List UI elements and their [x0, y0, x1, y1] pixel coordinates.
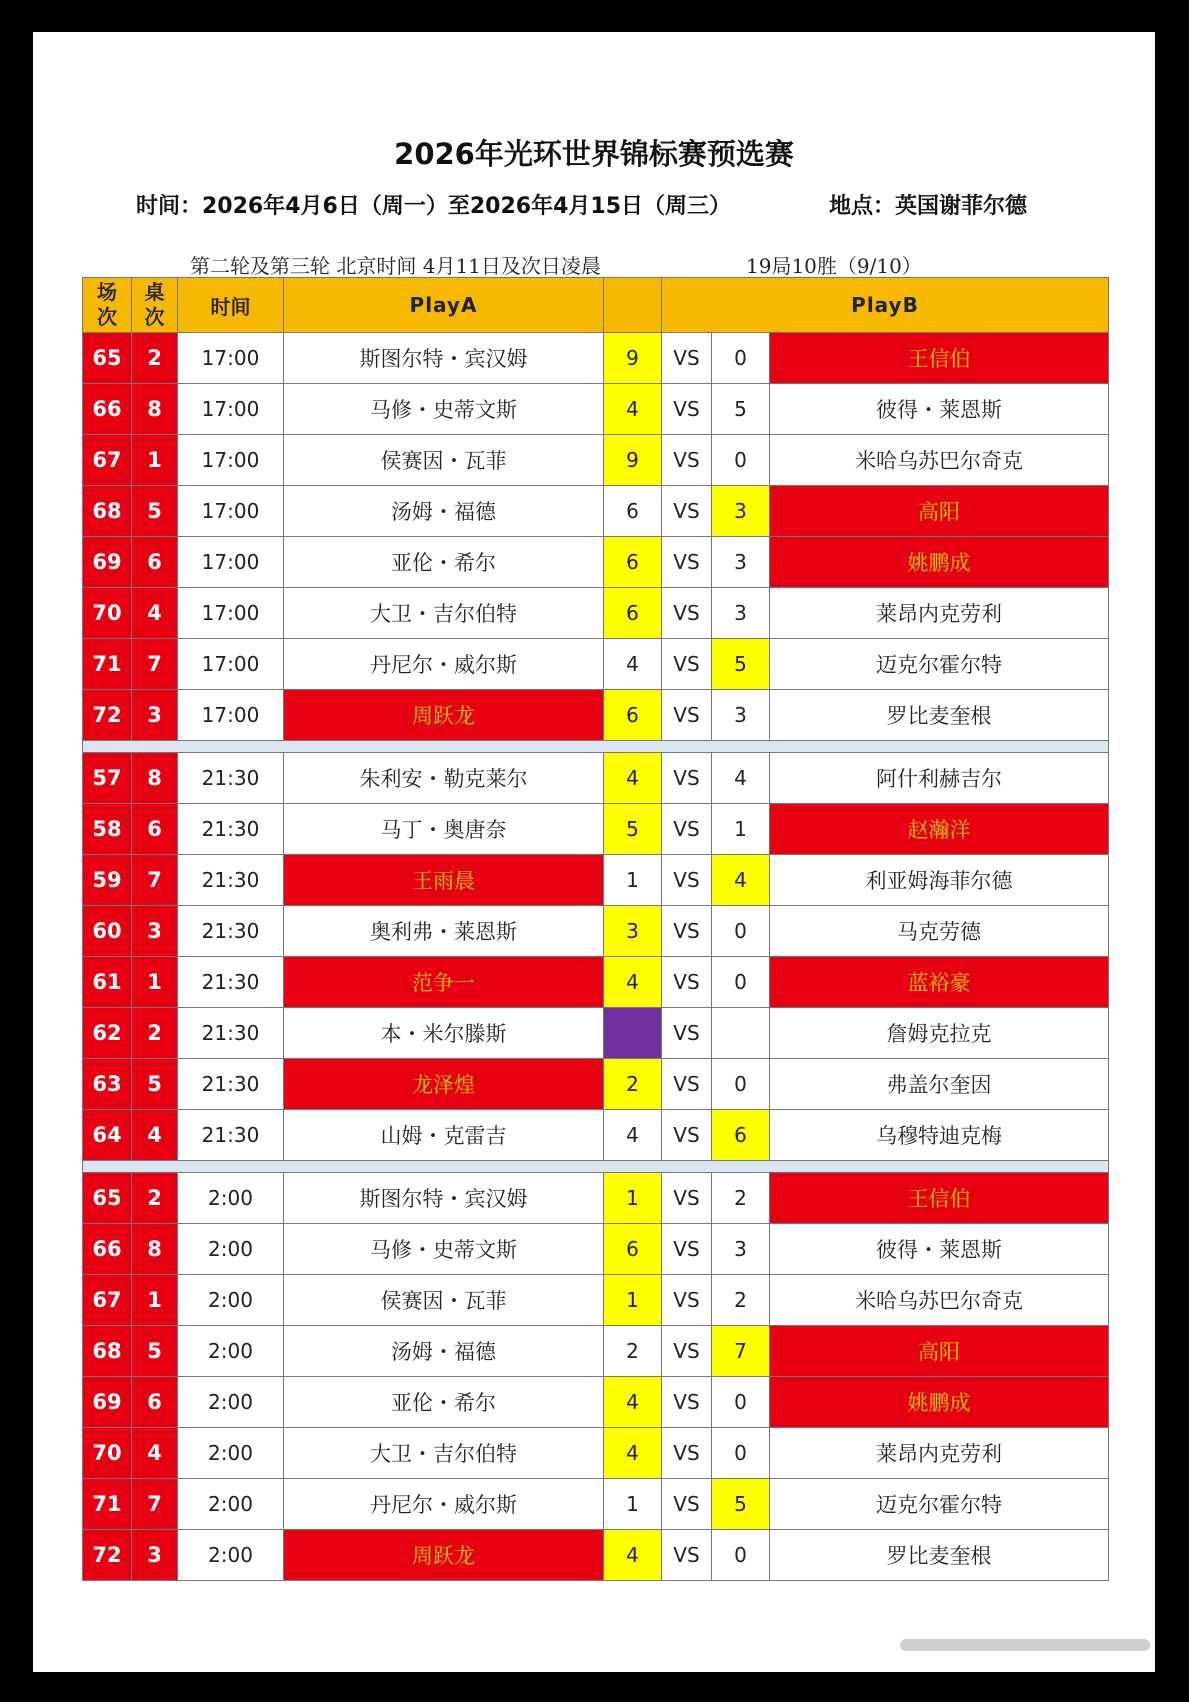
- table-row: 70 4 17:00 大卫・吉尔伯特 6 VS 3 莱昂内克劳利: [83, 588, 1109, 639]
- table-row: 66 8 2:00 马修・史蒂文斯 6 VS 3 彼得・莱恩斯: [83, 1224, 1109, 1275]
- table-row: 65 2 17:00 斯图尔特・宾汉姆 9 VS 0 王信伯: [83, 333, 1109, 384]
- table-row: 71 7 2:00 丹尼尔・威尔斯 1 VS 5 迈克尔霍尔特: [83, 1479, 1109, 1530]
- score-pending: [604, 1008, 662, 1059]
- table-row: 61 1 21:30 范争一 4 VS 0 蓝裕豪: [83, 957, 1109, 1008]
- table-row: 57 8 21:30 朱利安・勒克莱尔 4 VS 4 阿什利赫吉尔: [83, 753, 1109, 804]
- header-row: [83, 278, 1109, 333]
- schedule-table: [82, 277, 1109, 1581]
- schedule-sheet: [33, 32, 1155, 1672]
- table-row: 65 2 2:00 斯图尔特・宾汉姆 1 VS 2 王信伯: [83, 1173, 1109, 1224]
- table-row: 69 6 2:00 亚伦・希尔 4 VS 0 姚鹏成: [83, 1377, 1109, 1428]
- match-format: 19局10胜（9/10）: [746, 254, 922, 278]
- table-row: 67 1 2:00 侯赛因・瓦菲 1 VS 2 米哈乌苏巴尔奇克: [83, 1275, 1109, 1326]
- table-row: 60 3 21:30 奥利弗・莱恩斯 3 VS 0 马克劳德: [83, 906, 1109, 957]
- table-row: 58 6 21:30 马丁・奥唐奈 5 VS 1 赵瀚洋: [83, 804, 1109, 855]
- table-row: 72 3 2:00 周跃龙 4 VS 0 罗比麦奎根: [83, 1530, 1109, 1581]
- header-table-no: 桌 次: [132, 278, 178, 333]
- footer-watermark-bar: [900, 1639, 1150, 1651]
- table-row: 59 7 21:30 王雨晨 1 VS 4 利亚姆海菲尔德: [83, 855, 1109, 906]
- header-playb: PlayB: [662, 278, 1109, 333]
- table-row: 66 8 17:00 马修・史蒂文斯 4 VS 5 彼得・莱恩斯: [83, 384, 1109, 435]
- date-range: 时间：2026年4月6日（周一）至2026年4月15日（周三）: [136, 194, 732, 219]
- table-row: 67 1 17:00 侯赛因・瓦菲 9 VS 0 米哈乌苏巴尔奇克: [83, 435, 1109, 486]
- table-row: 71 7 17:00 丹尼尔・威尔斯 4 VS 5 迈克尔霍尔特: [83, 639, 1109, 690]
- table-row: 70 4 2:00 大卫・吉尔伯特 4 VS 0 莱昂内克劳利: [83, 1428, 1109, 1479]
- table-row: 64 4 21:30 山姆・克雷吉 4 VS 6 乌穆特迪克梅: [83, 1110, 1109, 1161]
- location: 地点：英国谢菲尔德: [829, 194, 1028, 219]
- section-divider: [83, 741, 1109, 753]
- table-row: 63 5 21:30 龙泽煌 2 VS 0 弗盖尔奎因: [83, 1059, 1109, 1110]
- table-row: 72 3 17:00 周跃龙 6 VS 3 罗比麦奎根: [83, 690, 1109, 741]
- page-title: 2026年光环世界锦标赛预选赛: [394, 137, 794, 171]
- header-playa: PlayA: [284, 278, 604, 333]
- round-info: 第二轮及第三轮 北京时间 4月11日及次日凌晨: [190, 254, 601, 278]
- table-row: 69 6 17:00 亚伦・希尔 6 VS 3 姚鹏成: [83, 537, 1109, 588]
- section-divider: [83, 1161, 1109, 1173]
- header-time: 时间: [178, 278, 284, 333]
- table-row: 68 5 2:00 汤姆・福德 2 VS 7 高阳: [83, 1326, 1109, 1377]
- table-row: 62 2 21:30 本・米尔滕斯 VS 詹姆克拉克: [83, 1008, 1109, 1059]
- header-match-no: 场 次: [83, 278, 132, 333]
- header-blank: [604, 278, 662, 333]
- table-row: 68 5 17:00 汤姆・福德 6 VS 3 高阳: [83, 486, 1109, 537]
